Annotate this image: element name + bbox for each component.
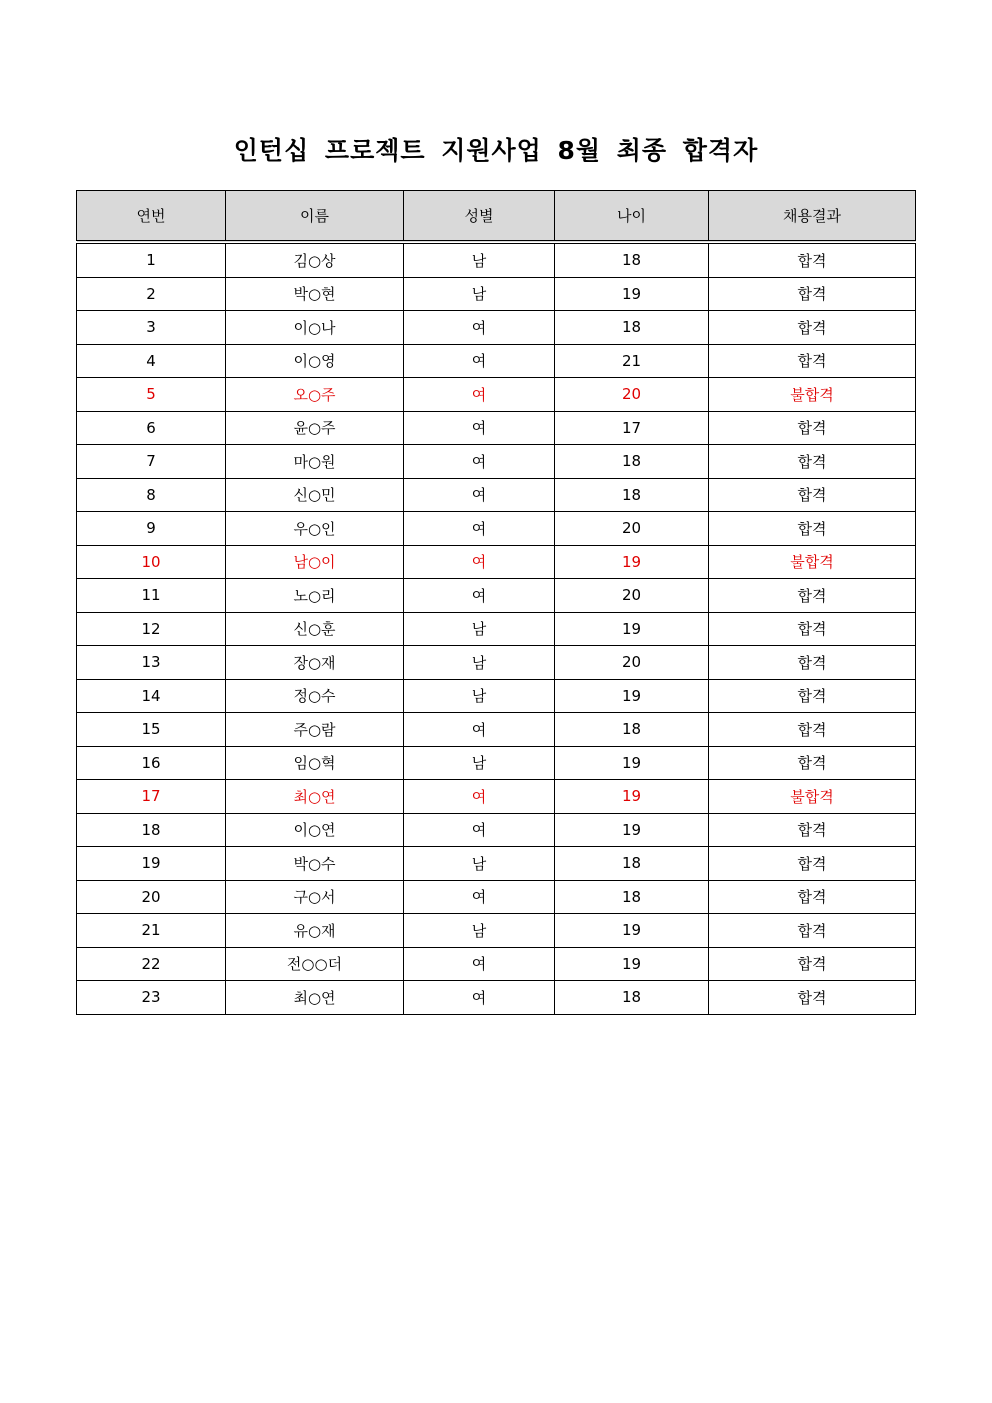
cell-no: 2 bbox=[77, 277, 226, 311]
cell-result: 합격 bbox=[709, 242, 916, 277]
cell-no: 1 bbox=[77, 242, 226, 277]
cell-name: 장○재 bbox=[226, 646, 404, 680]
cell-gender: 남 bbox=[404, 746, 555, 780]
table-row bbox=[77, 411, 916, 445]
cell-result: 합격 bbox=[709, 746, 916, 780]
cell-result: 합격 bbox=[709, 813, 916, 847]
cell-age: 19 bbox=[555, 813, 709, 847]
cell-gender: 여 bbox=[404, 780, 555, 814]
cell-result: 합격 bbox=[709, 646, 916, 680]
cell-no: 6 bbox=[77, 411, 226, 445]
cell-gender: 남 bbox=[404, 679, 555, 713]
cell-name: 최○연 bbox=[226, 981, 404, 1015]
cell-result: 합격 bbox=[709, 914, 916, 948]
cell-name: 박○현 bbox=[226, 277, 404, 311]
cell-name: 신○훈 bbox=[226, 612, 404, 646]
cell-age: 19 bbox=[555, 545, 709, 579]
cell-no: 12 bbox=[77, 612, 226, 646]
cell-name: 최○연 bbox=[226, 780, 404, 814]
cell-age: 19 bbox=[555, 914, 709, 948]
table-row bbox=[77, 847, 916, 881]
table-row bbox=[77, 579, 916, 613]
table-row bbox=[77, 679, 916, 713]
cell-name: 남○이 bbox=[226, 545, 404, 579]
cell-age: 20 bbox=[555, 378, 709, 412]
cell-result: 합격 bbox=[709, 612, 916, 646]
cell-no: 18 bbox=[77, 813, 226, 847]
cell-no: 15 bbox=[77, 713, 226, 747]
cell-result: 합격 bbox=[709, 847, 916, 881]
cell-age: 19 bbox=[555, 746, 709, 780]
table-row bbox=[77, 478, 916, 512]
cell-name: 마○원 bbox=[226, 445, 404, 479]
cell-no: 21 bbox=[77, 914, 226, 948]
table-row bbox=[77, 445, 916, 479]
cell-no: 20 bbox=[77, 880, 226, 914]
cell-gender: 여 bbox=[404, 947, 555, 981]
cell-result: 합격 bbox=[709, 947, 916, 981]
cell-name: 윤○주 bbox=[226, 411, 404, 445]
cell-gender: 여 bbox=[404, 545, 555, 579]
table-row bbox=[77, 378, 916, 412]
table-row bbox=[77, 981, 916, 1015]
cell-result: 합격 bbox=[709, 311, 916, 345]
table-row bbox=[77, 746, 916, 780]
cell-no: 11 bbox=[77, 579, 226, 613]
cell-name: 주○람 bbox=[226, 713, 404, 747]
cell-age: 18 bbox=[555, 242, 709, 277]
cell-gender: 여 bbox=[404, 713, 555, 747]
cell-gender: 여 bbox=[404, 512, 555, 546]
cell-gender: 여 bbox=[404, 880, 555, 914]
cell-age: 18 bbox=[555, 311, 709, 345]
cell-no: 10 bbox=[77, 545, 226, 579]
cell-name: 신○민 bbox=[226, 478, 404, 512]
cell-gender: 남 bbox=[404, 277, 555, 311]
header-age: 나이 bbox=[555, 191, 709, 243]
table-row bbox=[77, 880, 916, 914]
cell-gender: 남 bbox=[404, 242, 555, 277]
cell-result: 합격 bbox=[709, 679, 916, 713]
cell-age: 18 bbox=[555, 981, 709, 1015]
cell-age: 19 bbox=[555, 679, 709, 713]
cell-result: 합격 bbox=[709, 344, 916, 378]
cell-name: 박○수 bbox=[226, 847, 404, 881]
cell-result: 합격 bbox=[709, 445, 916, 479]
cell-gender: 남 bbox=[404, 612, 555, 646]
table-row bbox=[77, 512, 916, 546]
table-row bbox=[77, 311, 916, 345]
cell-no: 5 bbox=[77, 378, 226, 412]
cell-name: 이○영 bbox=[226, 344, 404, 378]
cell-gender: 여 bbox=[404, 378, 555, 412]
cell-no: 3 bbox=[77, 311, 226, 345]
cell-name: 구○서 bbox=[226, 880, 404, 914]
cell-gender: 여 bbox=[404, 478, 555, 512]
cell-no: 17 bbox=[77, 780, 226, 814]
table-row bbox=[77, 277, 916, 311]
cell-result: 합격 bbox=[709, 411, 916, 445]
table-row bbox=[77, 813, 916, 847]
cell-name: 이○연 bbox=[226, 813, 404, 847]
cell-age: 19 bbox=[555, 947, 709, 981]
cell-name: 오○주 bbox=[226, 378, 404, 412]
cell-gender: 여 bbox=[404, 445, 555, 479]
header-no: 연번 bbox=[77, 191, 226, 243]
cell-age: 18 bbox=[555, 445, 709, 479]
cell-gender: 여 bbox=[404, 813, 555, 847]
cell-result: 합격 bbox=[709, 713, 916, 747]
cell-no: 7 bbox=[77, 445, 226, 479]
cell-no: 16 bbox=[77, 746, 226, 780]
table-row bbox=[77, 780, 916, 814]
cell-gender: 여 bbox=[404, 579, 555, 613]
cell-gender: 여 bbox=[404, 981, 555, 1015]
cell-name: 유○재 bbox=[226, 914, 404, 948]
table-row bbox=[77, 713, 916, 747]
table-row bbox=[77, 344, 916, 378]
cell-age: 20 bbox=[555, 512, 709, 546]
page-title: 인턴십 프로젝트 지원사업 8월 최종 합격자 bbox=[233, 136, 759, 165]
header-name: 이름 bbox=[226, 191, 404, 243]
cell-no: 4 bbox=[77, 344, 226, 378]
cell-gender: 여 bbox=[404, 311, 555, 345]
cell-age: 18 bbox=[555, 713, 709, 747]
results-table bbox=[76, 190, 916, 1015]
table-row bbox=[77, 242, 916, 277]
cell-gender: 남 bbox=[404, 847, 555, 881]
table-row bbox=[77, 646, 916, 680]
cell-age: 18 bbox=[555, 847, 709, 881]
cell-no: 23 bbox=[77, 981, 226, 1015]
table-row bbox=[77, 545, 916, 579]
cell-age: 20 bbox=[555, 646, 709, 680]
cell-name: 전○○더 bbox=[226, 947, 404, 981]
cell-name: 노○리 bbox=[226, 579, 404, 613]
cell-no: 8 bbox=[77, 478, 226, 512]
cell-name: 임○혁 bbox=[226, 746, 404, 780]
cell-result: 합격 bbox=[709, 478, 916, 512]
cell-result: 불합격 bbox=[709, 378, 916, 412]
cell-age: 20 bbox=[555, 579, 709, 613]
cell-result: 불합격 bbox=[709, 780, 916, 814]
cell-name: 이○나 bbox=[226, 311, 404, 345]
header-result: 채용결과 bbox=[709, 191, 916, 243]
cell-name: 우○인 bbox=[226, 512, 404, 546]
cell-name: 정○수 bbox=[226, 679, 404, 713]
table-row bbox=[77, 914, 916, 948]
cell-age: 18 bbox=[555, 478, 709, 512]
cell-age: 19 bbox=[555, 780, 709, 814]
cell-name: 김○상 bbox=[226, 242, 404, 277]
cell-result: 합격 bbox=[709, 277, 916, 311]
cell-result: 합격 bbox=[709, 579, 916, 613]
cell-age: 17 bbox=[555, 411, 709, 445]
cell-gender: 여 bbox=[404, 411, 555, 445]
cell-age: 19 bbox=[555, 277, 709, 311]
cell-no: 9 bbox=[77, 512, 226, 546]
table-row bbox=[77, 947, 916, 981]
cell-result: 불합격 bbox=[709, 545, 916, 579]
cell-result: 합격 bbox=[709, 880, 916, 914]
cell-no: 22 bbox=[77, 947, 226, 981]
cell-gender: 남 bbox=[404, 914, 555, 948]
cell-result: 합격 bbox=[709, 981, 916, 1015]
cell-result: 합격 bbox=[709, 512, 916, 546]
cell-no: 19 bbox=[77, 847, 226, 881]
cell-gender: 남 bbox=[404, 646, 555, 680]
cell-age: 21 bbox=[555, 344, 709, 378]
cell-no: 14 bbox=[77, 679, 226, 713]
cell-age: 19 bbox=[555, 612, 709, 646]
cell-gender: 여 bbox=[404, 344, 555, 378]
cell-no: 13 bbox=[77, 646, 226, 680]
table-row bbox=[77, 612, 916, 646]
header-gender: 성별 bbox=[404, 191, 555, 243]
cell-age: 18 bbox=[555, 880, 709, 914]
header-row bbox=[77, 191, 916, 243]
